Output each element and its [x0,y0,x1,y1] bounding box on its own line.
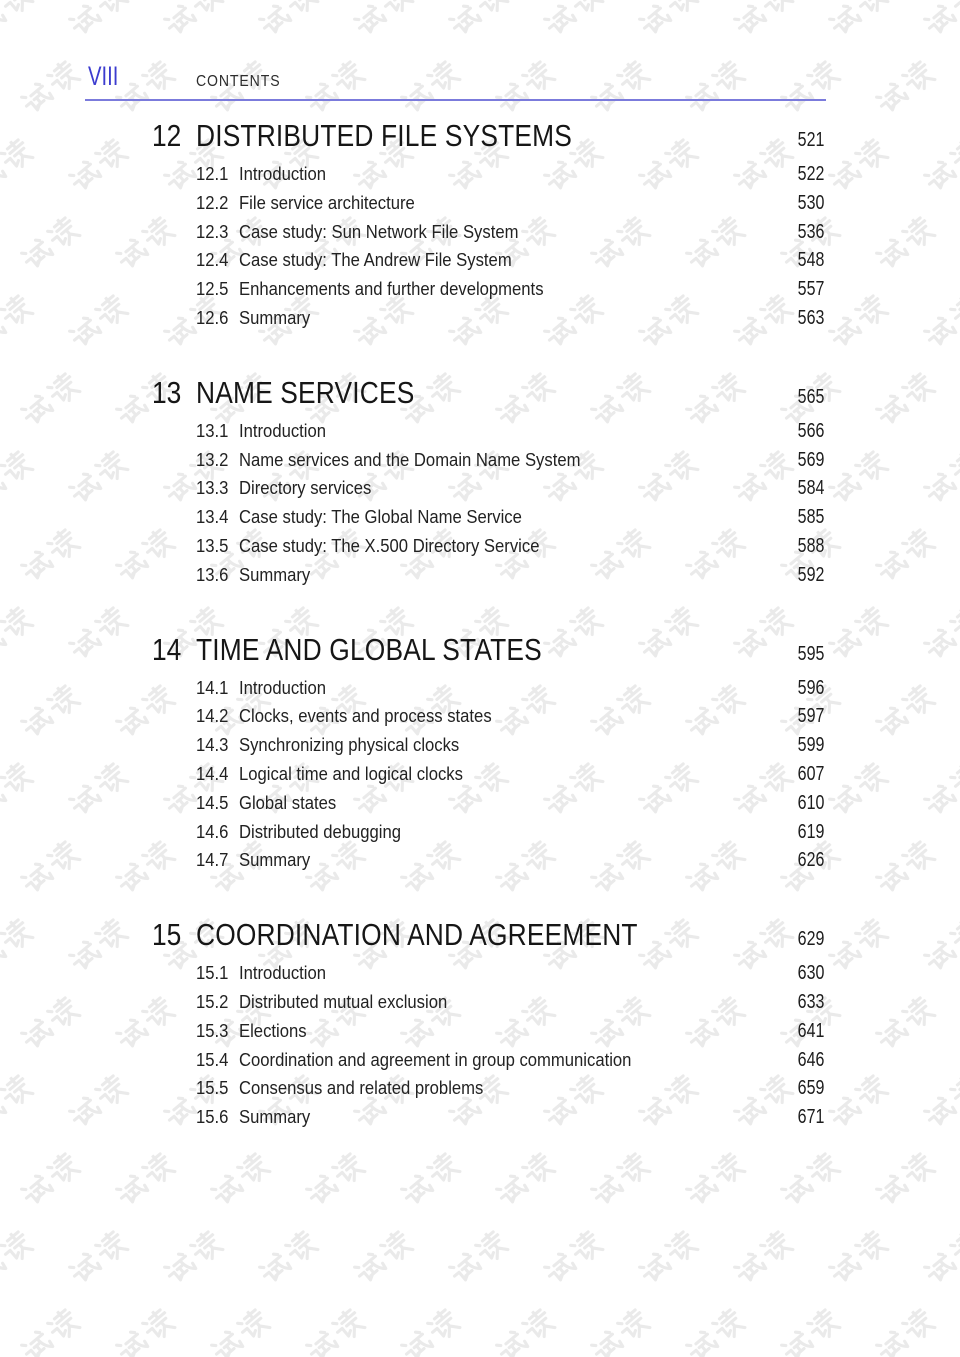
section-title: Introduction [239,962,327,984]
toc-entry [0,503,824,532]
section-title: Case study: Sun Network File System [239,220,519,242]
section-number: 12.2 [196,191,229,213]
watermark-stamp [396,1149,464,1213]
section-page-number: 659 [797,1077,824,1100]
toc-entry [0,417,824,446]
toc-entry [0,1074,824,1103]
watermark-stamp [111,1305,179,1357]
section-page-number: 536 [797,220,824,243]
toc-entry [0,1046,824,1075]
watermark-stamp [681,57,749,121]
chapter-heading [0,375,824,415]
section-number: 14.2 [196,705,229,727]
section-number: 14.6 [196,820,229,842]
section-page-number: 630 [797,962,824,985]
section-number: 14.5 [196,791,229,813]
chapter-number: 13 [152,374,182,410]
watermark-stamp [824,447,892,511]
watermark-stamp [776,57,844,121]
section-page-number: 569 [797,448,824,471]
section-title: Consensus and related problems [239,1077,484,1099]
section-title: Clocks, events and process states [239,705,492,727]
chapter-sections [0,959,824,1132]
watermark-stamp [206,1305,274,1357]
toc-entry [0,702,824,731]
section-page-number: 592 [797,563,824,586]
watermark-stamp [301,1149,369,1213]
toc-entry [0,189,824,218]
section-page-number: 585 [797,506,824,529]
watermark-stamp [871,57,939,121]
section-page-number: 597 [797,705,824,728]
section-title: Distributed mutual exclusion [239,990,448,1012]
watermark-stamp [824,915,892,979]
section-page-number: 633 [797,990,824,1013]
section-number: 15.5 [196,1077,229,1099]
watermark-stamp [16,1305,84,1357]
section-number: 12.6 [196,306,229,328]
section-page-number: 530 [797,191,824,214]
watermark-stamp [444,1227,512,1291]
watermark-stamp [919,1227,960,1291]
watermark-stamp [776,1149,844,1213]
section-title: Elections [239,1019,307,1041]
watermark-stamp [919,135,960,199]
toc-entry [0,760,824,789]
watermark-stamp [681,1149,749,1213]
watermark-stamp [491,1149,559,1213]
section-number: 13.5 [196,534,229,556]
section-page-number: 584 [797,477,824,500]
section-title: Coordination and agreement in group communication [239,1048,632,1070]
watermark-stamp [871,525,939,589]
toc-entry [0,246,824,275]
toc-entry [0,1103,824,1132]
section-number: 13.1 [196,419,229,441]
toc-entry [0,818,824,847]
section-number: 14.7 [196,849,229,871]
watermark-stamp [301,57,369,121]
section-page-number: 548 [797,249,824,272]
watermark-stamp [16,1149,84,1213]
section-title: Introduction [239,163,327,184]
watermark-stamp [681,1305,749,1357]
section-number: 14.3 [196,734,229,756]
watermark-stamp [776,1305,844,1357]
watermark-stamp [64,0,132,43]
watermark-stamp [349,0,417,43]
section-page-number: 646 [797,1048,824,1071]
toc-entry [0,959,824,988]
chapter-block [0,375,824,590]
section-title: Logical time and logical clocks [239,762,463,784]
section-number: 15.6 [196,1106,229,1128]
chapter-heading [0,118,824,158]
section-number: 13.2 [196,448,229,470]
chapter-title: DISTRIBUTED FILE SYSTEMS [196,118,572,153]
chapter-block [0,632,824,876]
section-page-number: 610 [797,791,824,814]
section-title: Summary [239,1106,311,1128]
section-page-number: 566 [797,419,824,442]
watermark-stamp [919,447,960,511]
section-number: 15.4 [196,1048,229,1070]
chapter-number: 14 [152,631,182,667]
watermark-stamp [824,603,892,667]
watermark-stamp [871,681,939,745]
watermark-stamp [444,0,512,43]
section-title: Distributed debugging [239,820,401,842]
chapter-heading [0,917,824,957]
watermark-stamp [919,291,960,355]
section-title: Name services and the Domain Name System [239,448,581,470]
watermark-stamp [919,1071,960,1135]
watermark-stamp [871,993,939,1057]
section-title: File service architecture [239,191,415,213]
section-page-number: 671 [797,1106,824,1129]
toc-entry [0,160,824,189]
toc-entry [0,1017,824,1046]
watermark-stamp [824,291,892,355]
watermark-stamp [396,1305,464,1357]
watermark-stamp [824,759,892,823]
chapter-page-number: 521 [797,129,824,151]
watermark-stamp [824,135,892,199]
watermark-stamp [111,1149,179,1213]
watermark-stamp [396,57,464,121]
chapter-number: 15 [152,917,182,953]
watermark-stamp [64,1227,132,1291]
section-title: Summary [239,849,311,871]
toc-entry [0,846,824,875]
section-number: 15.2 [196,990,229,1012]
section-page-number: 626 [797,849,824,872]
section-title: Introduction [239,676,327,698]
section-page-number: 557 [797,278,824,301]
chapter-page-number: 629 [797,928,824,951]
toc-entry [0,304,824,333]
watermark-stamp [159,1227,227,1291]
toc-entry [0,275,824,304]
section-number: 13.6 [196,563,229,585]
watermark-stamp [919,0,960,43]
watermark-stamp [254,0,322,43]
section-number: 14.4 [196,762,229,784]
section-page-number: 619 [797,820,824,843]
watermark-stamp [871,1149,939,1213]
page-number-label: VIII [88,61,119,91]
watermark-stamp [349,1227,417,1291]
section-number: 12.5 [196,278,229,300]
toc-entry [0,218,824,247]
section-title: Introduction [239,419,327,441]
watermark-stamp [301,1305,369,1357]
chapter-block [0,118,824,333]
section-title: Case study: The X.500 Directory Service [239,534,540,556]
section-title: Summary [239,306,311,328]
watermark-stamp [919,603,960,667]
table-of-contents [0,118,824,1132]
toc-entry [0,446,824,475]
section-number: 14.1 [196,676,229,698]
watermark-stamp [634,0,702,43]
section-page-number: 599 [797,734,824,757]
section-page-number: 563 [797,306,824,329]
chapter-page-number: 595 [797,642,824,665]
watermark-stamp [206,1149,274,1213]
chapter-page-number: 565 [797,385,824,408]
watermark-stamp [871,213,939,277]
watermark-stamp [586,57,654,121]
watermark-stamp [159,0,227,43]
watermark-stamp [729,1227,797,1291]
section-title: Synchronizing physical clocks [239,734,460,756]
watermark-stamp [729,0,797,43]
toc-entry [0,731,824,760]
section-number: 12.1 [196,163,229,184]
watermark-stamp [919,759,960,823]
section-title: Directory services [239,477,372,499]
section-number: 15.3 [196,1019,229,1041]
watermark-stamp [634,1227,702,1291]
section-title: Summary [239,563,311,585]
toc-entry [0,532,824,561]
chapter-sections [0,160,824,333]
watermark-stamp [824,1071,892,1135]
chapter-title: TIME AND GLOBAL STATES [196,631,542,667]
chapter-sections [0,674,824,876]
watermark-stamp [539,0,607,43]
chapter-sections [0,417,824,590]
toc-entry [0,561,824,590]
chapter-title: NAME SERVICES [196,374,415,410]
watermark-stamp [0,0,37,43]
section-page-number: 641 [797,1019,824,1042]
section-page-number: 588 [797,534,824,557]
section-page-number: 607 [797,762,824,785]
watermark-stamp [919,915,960,979]
chapter-heading [0,632,824,672]
watermark-stamp [871,1305,939,1357]
watermark-stamp [586,1149,654,1213]
header-rule [85,99,826,101]
watermark-stamp [491,1305,559,1357]
watermark-stamp [824,0,892,43]
watermark-stamp [539,1227,607,1291]
section-title: Global states [239,791,337,813]
section-number: 13.3 [196,477,229,499]
watermark-stamp [254,1227,322,1291]
toc-entry [0,789,824,818]
watermark-stamp [824,1227,892,1291]
watermark-stamp [871,369,939,433]
section-title: Case study: The Andrew File System [239,249,512,271]
page-title: CONTENTS [196,73,281,90]
section-number: 12.3 [196,220,229,242]
watermark-stamp [586,1305,654,1357]
toc-entry [0,474,824,503]
section-page-number: 596 [797,676,824,699]
section-number: 15.1 [196,962,229,984]
watermark-stamp [16,57,84,121]
watermark-stamp [871,837,939,901]
toc-entry [0,674,824,703]
section-title: Case study: The Global Name Service [239,506,522,528]
chapter-block [0,917,824,1132]
section-page-number: 522 [797,163,824,185]
watermark-stamp [111,57,179,121]
watermark-stamp [491,57,559,121]
chapter-number: 12 [152,118,182,153]
chapter-title: COORDINATION AND AGREEMENT [196,917,638,953]
toc-entry [0,988,824,1017]
section-number: 13.4 [196,506,229,528]
section-number: 12.4 [196,249,229,271]
section-title: Enhancements and further developments [239,278,544,300]
watermark-stamp [0,1227,37,1291]
